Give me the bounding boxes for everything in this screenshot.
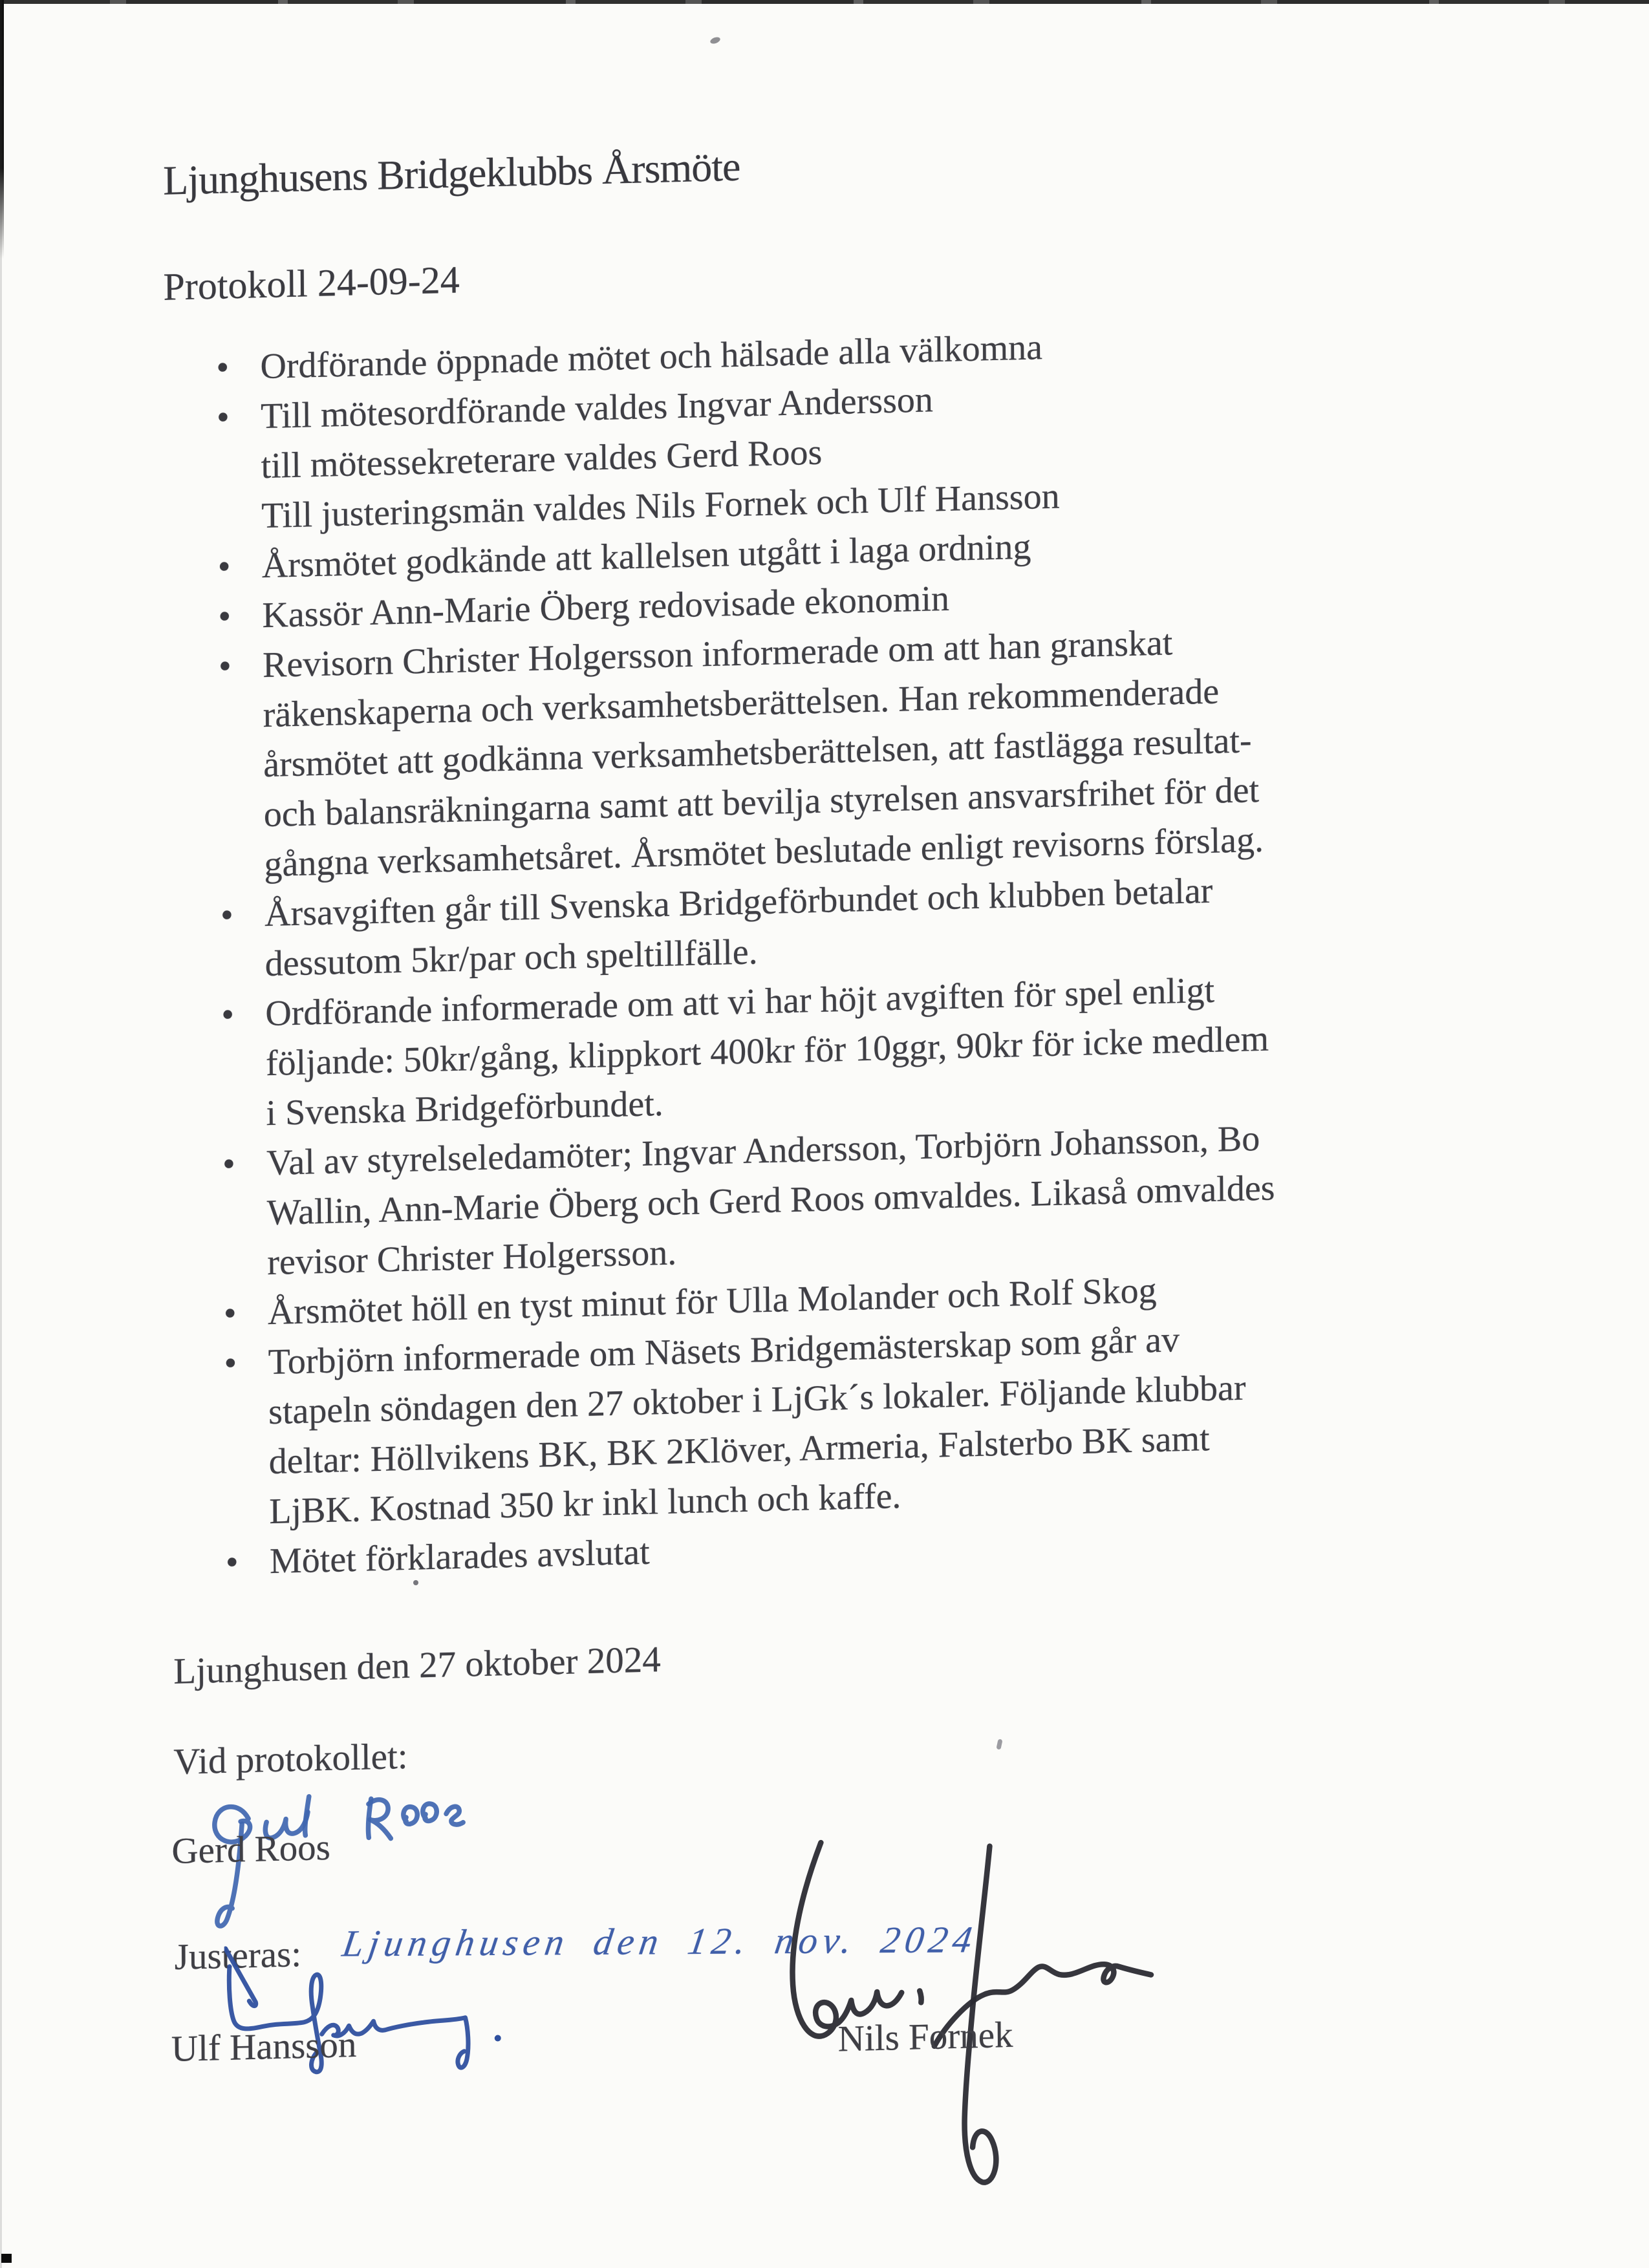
minutes-line: • Till mötesordförande valdes Ingvar Andersson	[260, 380, 934, 437]
minutes-line: • Kassör Ann-Marie Öberg redovisade ekonomin	[262, 578, 950, 636]
minutes-line: Till justeringsmän valdes Nils Fornek och Ulf Hansson	[261, 476, 1060, 537]
minutes-line: LjBK. Kostnad 350 kr inkl lunch och kaffe.	[269, 1475, 901, 1532]
minutes-line: och balansräkningarna samt att bevilja styrelsen ansvarsfrihet för det	[263, 769, 1260, 835]
minutes-line: • Årsmötet höll en tyst minut för Ulla Molander och Rolf Skog	[267, 1270, 1157, 1333]
minutes-line: • Ordförande öppnade mötet och hälsade alla välkomna	[260, 327, 1043, 387]
minutes-line: dessutom 5kr/par och speltillfälle.	[264, 932, 758, 985]
minutes-item	[222, 1306, 1549, 1538]
left-signer-printed-name: Ulf Hansson	[171, 2024, 357, 2070]
minutes-line: • Årsavgiften går till Svenska Bridgeförbundet och klubben betalar	[264, 870, 1213, 935]
document-title: Ljunghusens Bridgeklubbs Årsmöte	[162, 143, 740, 204]
minutes-line: räkenskaperna och verksamhetsberättelsen. Han rekommenderade	[263, 671, 1220, 736]
minutes-line: Wallin, Ann-Marie Öberg och Gerd Roos omvaldes. Likaså omvaldes	[266, 1168, 1275, 1234]
minutes-line: • Revisorn Christer Holgersson informerade om att han granskat	[262, 623, 1173, 686]
document-subtitle: Protokoll 24-09-24	[163, 258, 460, 308]
minutes-list	[215, 310, 1550, 1588]
justeras-label: Justeras:	[174, 1934, 302, 1978]
minutes-line: revisor Christer Holgersson.	[267, 1232, 677, 1283]
scan-corner-speck	[1, 2254, 12, 2263]
minutes-line: • Torbjörn informerade om Näsets Bridgemästerskap som går av	[268, 1320, 1180, 1383]
minutes-line: deltar: Höllvikens BK, BK 2Klöver, Armeria, Falsterbo BK samt	[268, 1418, 1210, 1482]
minutes-line: följande: 50kr/gång, klippkort 400kr för 10ggr, 90kr för icke medlem	[265, 1018, 1269, 1084]
scan-edge-left-faint	[0, 0, 2, 2268]
minutes-line: stapeln söndagen den 27 oktober i LjGk´s lokaler. Följande klubbar	[268, 1367, 1246, 1433]
handwritten-date: Ljunghusen den 12. nov. 2024	[339, 1918, 980, 1965]
minutes-line: gångna verksamhetsåret. Årsmötet beslutade enligt revisorns förslag.	[264, 819, 1264, 885]
minutes-line: till mötessekreterare valdes Gerd Roos	[261, 432, 823, 487]
minutes-item	[217, 609, 1545, 891]
ulf-hansson-signature	[224, 1939, 523, 2095]
minutes-line: • Årsmötet godkände att kallelsen utgått i laga ordning	[261, 526, 1031, 586]
secretary-printed-name: Gerd Roos	[171, 1826, 331, 1872]
minutes-line: årsmötet att godkänna verksamhetsberättelsen, att fastlägga resultat-	[263, 720, 1252, 786]
minutes-line: i Svenska Bridgeförbundet.	[266, 1083, 663, 1134]
place-date-line: Ljunghusen den 27 oktober 2024	[173, 1639, 661, 1692]
right-signer-printed-name: Nils Fornek	[837, 2014, 1013, 2060]
minutes-line: • Val av styrelseledamöter; Ingvar Andersson, Torbjörn Johansson, Bo	[266, 1118, 1260, 1184]
minutes-line: • Mötet förklarades avslutat	[269, 1532, 650, 1582]
protocol-label: Vid protokollet:	[173, 1735, 408, 1782]
minutes-line: • Ordförande informerade om att vi har höjt avgiften för spel enligt	[265, 970, 1215, 1034]
